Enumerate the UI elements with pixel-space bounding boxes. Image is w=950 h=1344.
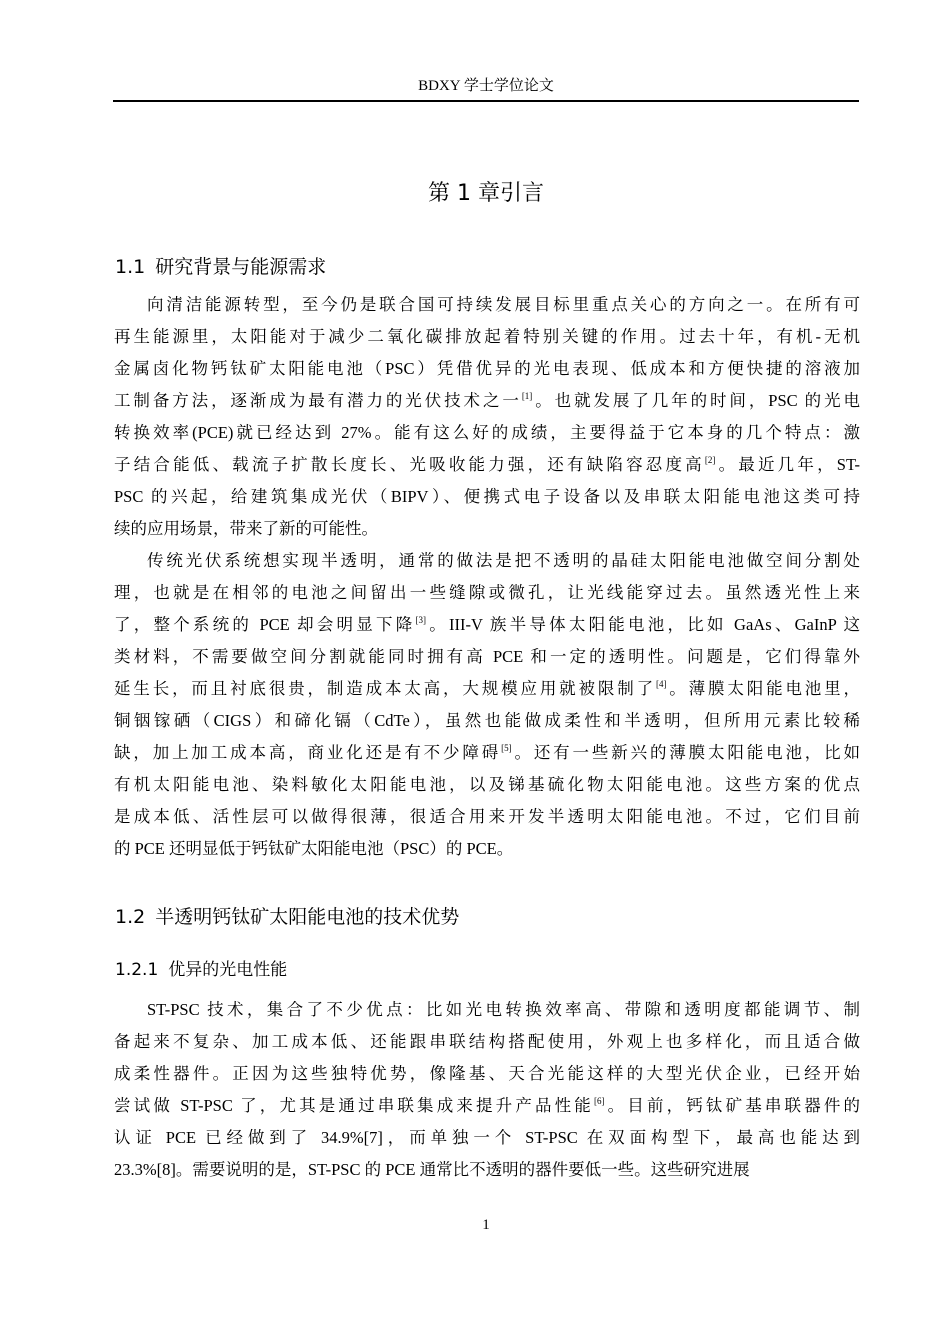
header-rule	[113, 100, 859, 102]
citation-ref: [3]	[415, 615, 426, 625]
text-line	[114, 449, 860, 481]
text-line: 再生能源里，太阳能对于减少二氧化碳排放起着特别关键的作用。过去十年，有机-无机	[114, 327, 860, 346]
section-title: 研究背景与能源需求	[155, 256, 327, 278]
text-line: 铜铟镓硒（CIGS）和碲化镉（CdTe），虽然也能做成柔性和半透明，但所用元素比较稀	[114, 711, 860, 730]
paragraph-2	[114, 545, 860, 865]
page-header: BDXY 学士学位论文	[418, 78, 554, 94]
section-heading-1-1	[115, 252, 326, 282]
section-title: 半透明钙钛矿太阳能电池的技术优势	[155, 906, 460, 928]
chapter-title: 第 1 章引言	[428, 181, 544, 206]
text-line: 转换效率(PCE)就已经达到 27%。能有这么好的成绩，主要得益于它本身的几个特点：激	[114, 423, 860, 442]
page-number: 1	[482, 1217, 490, 1233]
text-line: 理，也就是在相邻的电池之间留出一些缝隙或微孔，让光线能穿过去。虽然透光性上来	[114, 583, 860, 602]
citation-ref: [6]	[593, 1096, 605, 1106]
section-number: 1.2	[115, 906, 146, 928]
text-line: 向清洁能源转型，至今仍是联合国可持续发展目标里重点关心的方向之一。在所有可	[147, 295, 860, 314]
text-line: 23.3%[8]。需要说明的是，ST-PSC 的 PCE 通常比不透明的器件要低一些。这些研究进展	[114, 1160, 750, 1179]
text-run: 。还有一些新兴的薄膜太阳能电池，比如	[511, 743, 861, 762]
text-run: 。目前，钙钛矿基串联器件的	[604, 1096, 861, 1115]
text-line: 传统光伏系统想实现半透明，通常的做法是把不透明的晶硅太阳能电池做空间分割处	[147, 551, 860, 570]
subsection-title: 优异的光电性能	[168, 960, 288, 980]
text-run: 。也就发展了几年的时间，PSC 的光电	[532, 391, 861, 410]
section-heading-1-2	[115, 902, 459, 932]
text-line: 类材料，不需要做空间分割就能同时拥有高 PCE 和一定的透明性。问题是，它们得靠外	[114, 647, 860, 666]
text-line: 金属卤化物钙钛矿太阳能电池（PSC）凭借优异的光电表现、低成本和方便快捷的溶液加	[114, 359, 860, 378]
text-line	[114, 1090, 860, 1122]
citation-ref: [2]	[704, 455, 716, 465]
text-line: 成柔性器件。正因为这些独特优势，像隆基、天合光能这样的大型光伏企业，已经开始	[114, 1064, 860, 1083]
subsection-number: 1.2.1	[115, 960, 159, 980]
text-run: 。最近几年，ST-	[715, 455, 860, 474]
text-line: 续的应用场景，带来了新的可能性。	[114, 519, 378, 538]
text-run: 延生长，而且衬底很贵，制造成本太高，大规模应用就被限制了	[114, 679, 656, 698]
text-line: 是成本低、活性层可以做得很薄，很适合用来开发半透明太阳能电池。不过，它们目前	[114, 807, 860, 826]
citation-ref: [5]	[501, 743, 512, 753]
subsection-heading-1-2-1	[115, 956, 287, 984]
text-line: 认证 PCE 已经做到了 34.9%[7]，而单独一个 ST-PSC 在双面构型下，最高也能达到	[114, 1128, 860, 1147]
text-line	[114, 673, 860, 705]
text-line: 的 PCE 还明显低于钙钛矿太阳能电池（PSC）的 PCE。	[114, 839, 514, 858]
text-run: 了，整个系统的 PCE 却会明显下降	[114, 615, 416, 634]
section-number: 1.1	[115, 256, 146, 278]
text-run: 。III-V 族半导体太阳能电池，比如 GaAs、GaInP 这	[426, 615, 860, 634]
text-line	[114, 385, 860, 417]
paragraph-1	[114, 289, 860, 545]
text-run: 。薄膜太阳能电池里，	[666, 679, 861, 698]
paragraph-3	[114, 994, 860, 1186]
text-line	[114, 737, 860, 769]
text-line: 备起来不复杂、加工成本低、还能跟串联结构搭配使用，外观上也多样化，而且适合做	[114, 1032, 860, 1051]
text-line: PSC 的兴起，给建筑集成光伏（BIPV）、便携式电子设备以及串联太阳能电池这类可持	[114, 487, 860, 506]
text-run: 缺，加上加工成本高，商业化还是有不少障碍	[114, 743, 502, 762]
text-run: 子结合能低、载流子扩散长度长、光吸收能力强，还有缺陷容忍度高	[114, 455, 705, 474]
citation-ref: [4]	[655, 679, 667, 689]
text-line	[114, 609, 860, 641]
text-run: 尝试做 ST-PSC 了，尤其是通过串联集成来提升产品性能	[114, 1096, 594, 1115]
text-run: 工制备方法，逐渐成为最有潜力的光伏技术之一	[114, 391, 522, 410]
text-line: 有机太阳能电池、染料敏化太阳能电池，以及锑基硫化物太阳能电池。这些方案的优点	[114, 775, 860, 794]
text-line: ST-PSC 技术，集合了不少优点：比如光电转换效率高、带隙和透明度都能调节、制	[147, 1000, 860, 1019]
citation-ref: [1]	[521, 391, 533, 401]
